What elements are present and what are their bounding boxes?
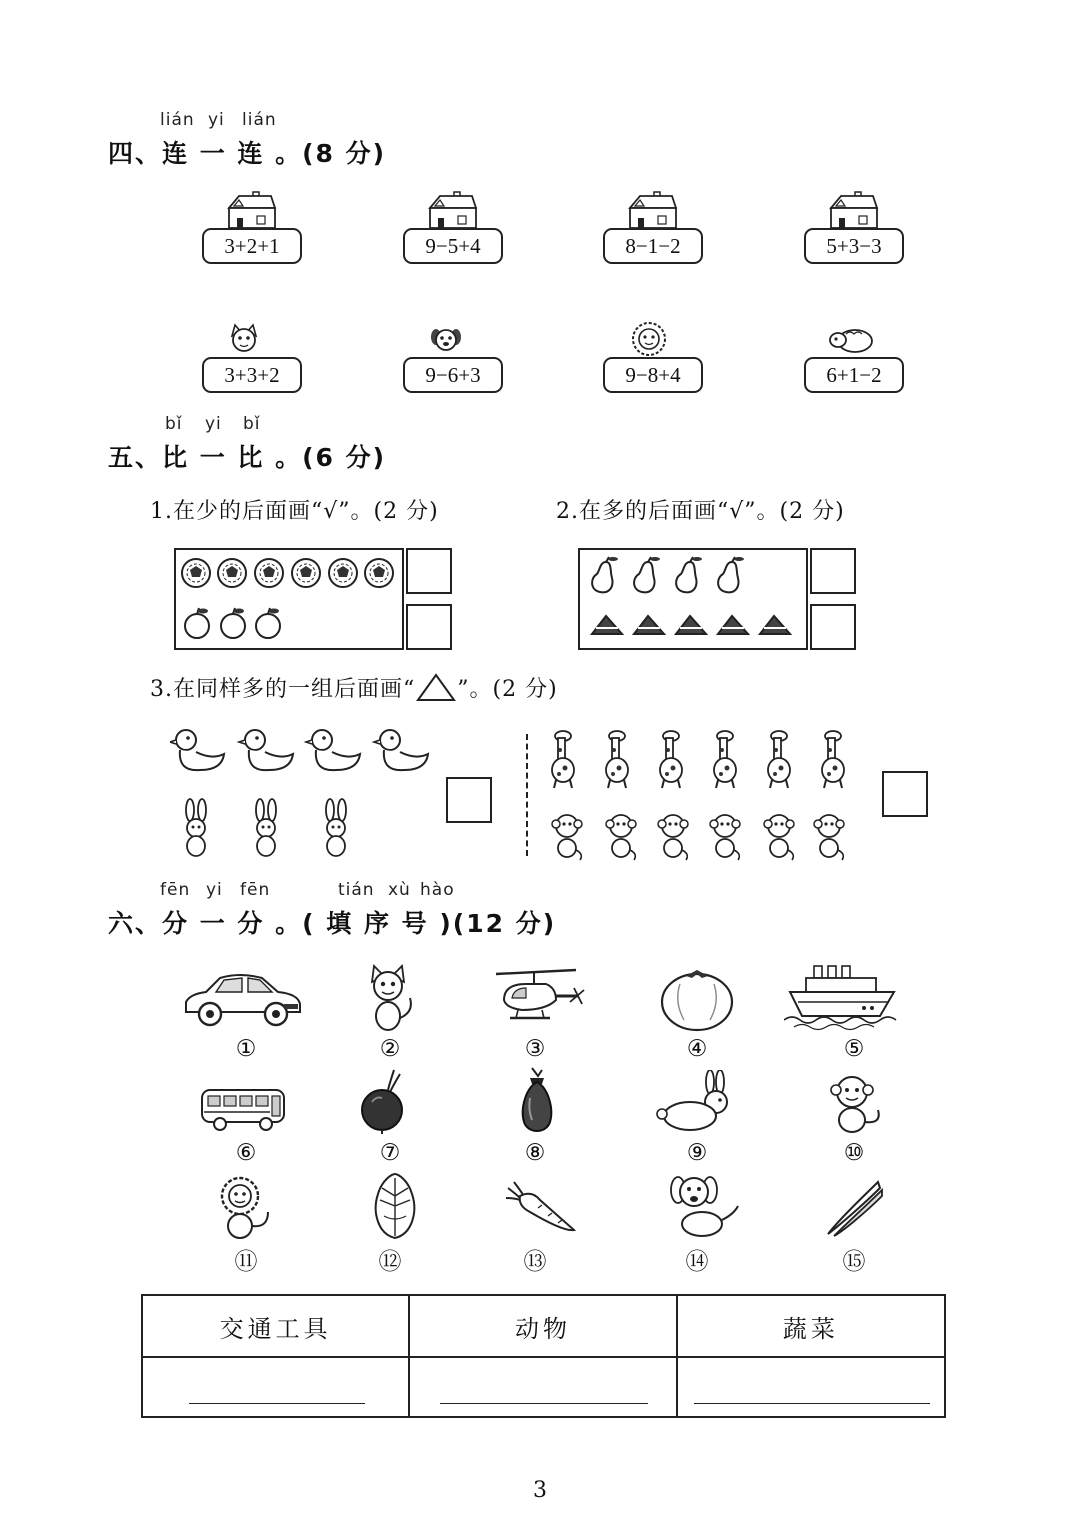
cake-icon [676,616,706,634]
section5-title: 五、比 一 比 。(6 分) [108,443,387,472]
football-icon [292,559,320,587]
monkey-icon [710,815,740,860]
animal-expression[interactable]: 6+1−2 [804,357,904,393]
giraffe-icon [606,731,628,788]
item-number: ⑮ [842,1249,866,1275]
pinyin-bi-1: bǐ [165,414,183,434]
q1-pictures [180,556,396,642]
header-animals: 动物 [409,1295,676,1357]
item-number: ③ [524,1036,546,1062]
cake-icon [760,616,790,634]
eggplant-icon [516,1066,558,1136]
pear-icon [718,557,744,592]
football-icon [329,559,357,587]
item-number: ⑧ [524,1140,546,1166]
q2-pictures [584,556,800,642]
beans-icon [822,1178,884,1238]
item-number: ⑫ [378,1249,402,1275]
item-number: ⑭ [685,1249,709,1275]
question-3-text [150,672,558,703]
cake-icon [592,616,622,634]
football-icon [218,559,246,587]
pinyin-fen-2: fēn [240,880,271,900]
pinyin-yi: yi [205,414,222,434]
house-expression[interactable]: 9−5+4 [403,228,503,264]
car-icon [180,968,304,1030]
house-expression[interactable]: 8−1−2 [603,228,703,264]
monkey-icon [658,815,688,860]
giraffe-icon [822,731,844,788]
item-number: ⑨ [686,1140,708,1166]
pinyin-lian-1: lián [160,110,195,130]
dog-icon [668,1172,742,1240]
classification-table [141,1294,946,1418]
pinyin-fen-1: fēn [160,880,191,900]
apple-icon [256,608,280,638]
pinyin-hao: hào [420,880,455,900]
monkey-icon [826,1070,886,1134]
item-number: ⑥ [235,1140,257,1166]
house-icon [225,190,277,230]
q3-divider [526,734,528,856]
question-3-text-after: ”。(2 分) [457,677,558,702]
q2-answer-box-top[interactable] [810,548,856,594]
answer-cell-transport[interactable] [142,1357,409,1417]
cat-icon [226,322,262,358]
football-icon [365,559,393,587]
giraffe-icon [660,731,682,788]
pinyin-tian: tián [338,880,375,900]
monkey-icon [814,815,844,860]
house-expression[interactable]: 3+2+1 [202,228,302,264]
cabbage-icon [370,1172,420,1240]
pinyin-lian-2: lián [242,110,277,130]
house-expression[interactable]: 5+3−3 [804,228,904,264]
section4-title: 四、连 一 连 。(8 分) [108,139,387,168]
football-icon [182,559,210,587]
cake-icon [718,616,748,634]
football-icon [255,559,283,587]
animal-expression[interactable]: 3+3+2 [202,357,302,393]
sheep-icon [826,326,876,358]
house-icon [827,190,879,230]
tomato-icon [658,964,736,1032]
rabbit-icon [256,799,276,856]
q3-right-pictures [545,726,865,862]
q3-left-answer-box[interactable] [446,777,492,823]
rabbit-icon [652,1070,738,1134]
page-number: 3 [533,1478,547,1503]
animal-expression[interactable]: 9−6+3 [403,357,503,393]
q1-answer-box-top[interactable] [406,548,452,594]
item-number: ⑦ [379,1140,401,1166]
answer-cell-vegetables[interactable] [677,1357,945,1417]
lion-icon [630,320,668,358]
answer-cell-animals[interactable] [409,1357,676,1417]
helicopter-icon [486,966,586,1028]
duck-icon [306,730,360,770]
q3-left-pictures [170,724,440,860]
q1-answer-box-bottom[interactable] [406,604,452,650]
item-number: ⑬ [523,1249,547,1275]
monkey-icon [606,815,636,860]
duck-icon [239,730,293,770]
animal-expression[interactable]: 9−8+4 [603,357,703,393]
house-icon [426,190,478,230]
duck-icon [170,730,224,770]
item-number: ① [235,1036,257,1062]
answer-blank[interactable] [694,1403,930,1404]
question-1-text: 1.在少的后面画“√”。(2 分) [150,499,439,524]
q2-answer-box-bottom[interactable] [810,604,856,650]
monkey-icon [552,815,582,860]
house-icon [626,190,678,230]
item-number: ④ [686,1036,708,1062]
pear-icon [676,557,702,592]
radish-icon [360,1068,410,1134]
header-vegetables: 蔬菜 [677,1295,945,1357]
pear-icon [634,557,660,592]
table-header-row [142,1295,945,1357]
ship-icon [784,960,908,1032]
pinyin-yi: yi [206,880,223,900]
header-transport: 交通工具 [142,1295,409,1357]
question-3-text-before: 3.在同样多的一组后面画“ [150,677,416,702]
giraffe-icon [768,731,790,788]
item-number: ⑩ [843,1140,865,1166]
item-number: ⑤ [843,1036,865,1062]
apple-icon [221,608,245,638]
giraffe-icon [552,731,574,788]
dog-icon [428,322,464,358]
bus-icon [198,1084,288,1134]
apple-icon [185,608,209,638]
triangle-icon [415,672,457,702]
carrot-icon [504,1180,578,1234]
answer-blank[interactable] [189,1403,365,1404]
rabbit-icon [186,799,206,856]
monkey-icon [764,815,794,860]
item-number: ⑪ [234,1249,258,1275]
pinyin-xu: xù [388,880,411,900]
table-answer-row [142,1357,945,1417]
section6-title: 六、分 一 分 。( 填 序 号 )(12 分) [108,909,557,938]
pear-icon [592,557,618,592]
question-2-text: 2.在多的后面画“√”。(2 分) [556,499,845,524]
duck-icon [374,730,428,770]
lion-icon [216,1176,276,1240]
cat-icon [362,962,418,1034]
rabbit-icon [326,799,346,856]
pinyin-bi-2: bǐ [243,414,261,434]
giraffe-icon [714,731,736,788]
item-number: ② [379,1036,401,1062]
q3-right-answer-box[interactable] [882,771,928,817]
pinyin-yi: yi [208,110,225,130]
cake-icon [634,616,664,634]
answer-blank[interactable] [440,1403,648,1404]
